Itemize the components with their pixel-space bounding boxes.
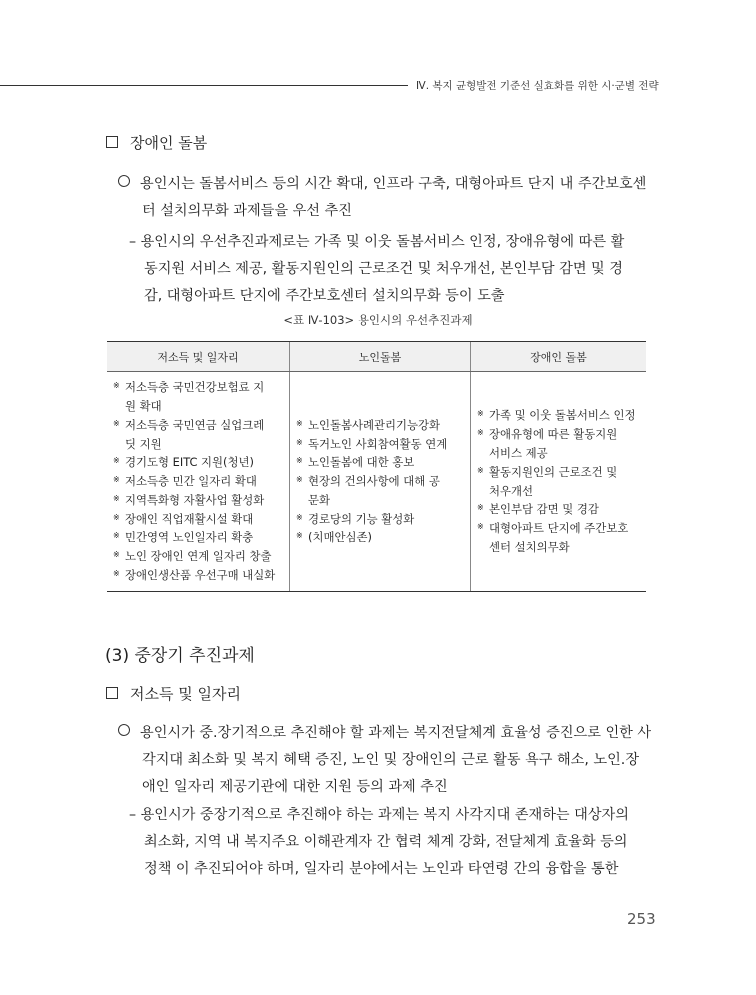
circle-bullet-icon — [118, 175, 130, 187]
table-cell-col2 — [290, 372, 471, 592]
circle-bullet-paragraph — [118, 720, 651, 801]
paragraph-text: 용인시가 중.장기적으로 추진해야 할 과제는 복지전달체계 효율성 증진으로 인한 사 — [140, 725, 652, 741]
table-list-item-text: ※ (치매안심존) — [308, 530, 372, 545]
table-cell-col3 — [471, 372, 647, 592]
table-list-item-text: ※ 노인 장애인 연계 일자리 창출 — [125, 549, 272, 564]
section-heading-disability-care — [106, 132, 207, 153]
priority-tasks-table — [107, 341, 646, 592]
paragraph-line: – 용인시의 우선추진과제로는 가족 및 이웃 돌봄서비스 인정, 장애유형에 따른 활 — [129, 234, 625, 250]
table-list-item — [296, 528, 464, 547]
table-list-item-text: ※ 경로당의 기능 활성화 — [308, 511, 415, 526]
table-list-item — [113, 491, 283, 510]
table-list-item-text: ※ 노인돌봄사례관리기능강화 — [308, 417, 441, 432]
table-list-item — [296, 472, 464, 510]
section-heading-low-income — [106, 683, 241, 704]
table-list-item-text: ※ 저소득층 국민건강보험료 지 — [125, 380, 265, 395]
table-list-item — [477, 425, 640, 463]
paragraph-line: 감, 대형아파트 단지에 주간보호센터 설치의무화 등이 도출 — [144, 288, 505, 304]
table-list-item-text: ※ 현장의 건의사항에 대해 공 — [308, 474, 440, 489]
table-list-item-text: ※ 가족 및 이웃 돌봄서비스 인정 — [489, 408, 636, 423]
table-list-item — [113, 566, 283, 585]
page-number: 253 — [627, 910, 656, 928]
paragraph-line: 애인 일자리 제공기관에 대한 지원 등의 과제 추진 — [142, 779, 448, 795]
paragraph-line: 동지원 서비스 제공, 활동지원인의 근로조건 및 처우개선, 본인부담 감면 및 경 — [144, 261, 623, 277]
table-list-item-text: 딧 지원 — [125, 436, 162, 451]
table-list-item-text: ※ 독거노인 사회참여활동 연계 — [308, 436, 448, 451]
table-list-item — [113, 547, 283, 566]
running-header: Ⅳ. 복지 균형발전 기준선 실효화를 위한 시·군별 전략 — [416, 80, 659, 92]
table-cell-col1 — [107, 372, 290, 592]
paragraph-line: – 용인시가 중장기적으로 추진해야 하는 과제는 복지 사각지대 존재하는 대상자의 — [129, 807, 629, 823]
table-list-item-text: 센터 설치의무화 — [489, 539, 570, 554]
table-caption: <표 Ⅳ-103> 용인시의 우선추진과제 — [283, 313, 473, 327]
table-list-item — [113, 510, 283, 529]
table-list-item — [113, 378, 283, 416]
paragraph-line: 각지대 최소화 및 복지 혜택 증진, 노인 및 장애인의 근로 활동 욕구 해소, 노인.장 — [142, 752, 640, 768]
table-list-item — [113, 416, 283, 454]
table-list-item-text: ※ 활동지원인의 근로조건 및 — [489, 464, 618, 479]
table-list-item — [296, 435, 464, 454]
table-list-item-text: ※ 저소득층 국민연금 실업크레 — [125, 417, 265, 432]
square-bullet-icon — [106, 687, 118, 699]
table-header-elderly-care: 노인돌봄 — [290, 342, 471, 372]
circle-bullet-paragraph — [118, 171, 646, 225]
table-list-item-text: 처우개선 — [489, 483, 534, 498]
table-list-item-text: ※ 노인돌봄에 대한 홍보 — [308, 455, 415, 470]
table-header-disability-care: 장애인 돌봄 — [471, 342, 647, 372]
table-list-item-text: ※ 장애인생산품 우선구매 내실화 — [125, 568, 276, 583]
table-list-item — [477, 406, 640, 425]
table-list-item — [477, 519, 640, 557]
table-list-item — [296, 416, 464, 435]
table-list-item-text: ※ 지역특화형 자활사업 활성화 — [125, 492, 265, 507]
paragraph-line: 최소화, 지역 내 복지주요 이해관계자 간 협력 체계 강화, 전달체계 효율화 등의 — [144, 834, 628, 850]
table-list-item-text: 문화 — [308, 492, 331, 507]
table-list-item-text: ※ 민간영역 노인일자리 확충 — [125, 530, 254, 545]
table-list-item-text: ※ 경기도형 EITC 지원(청년) — [125, 455, 254, 470]
table-list-item — [113, 528, 283, 547]
paragraph-text: 용인시는 돌봄서비스 등의 시간 확대, 인프라 구축, 대형아파트 단지 내 주간보호센 — [140, 176, 647, 192]
dash-paragraph — [129, 229, 624, 310]
paragraph-line: 터 설치의무화 과제들을 우선 추진 — [142, 203, 352, 219]
section-heading-text: 저소득 및 일자리 — [130, 685, 241, 703]
table-list-item-text: 서비스 제공 — [489, 445, 548, 460]
table-list-item — [113, 472, 283, 491]
dash-paragraph — [129, 802, 629, 883]
header-rule — [0, 85, 408, 86]
table-list-item-text: 원 확대 — [125, 398, 162, 413]
table-list-item — [113, 453, 283, 472]
section-heading-mid-long-term: (3) 중장기 추진과제 — [105, 646, 255, 666]
table-list-item — [296, 453, 464, 472]
table-list-item-text: ※ 대형아파트 단지에 주간보호 — [489, 521, 629, 536]
circle-bullet-icon — [118, 724, 130, 736]
table-list-item — [477, 500, 640, 519]
table-list-item — [477, 463, 640, 501]
paragraph-line: 정책 이 추진되어야 하며, 일자리 분야에서는 노인과 타연령 간의 융합을 통한 — [144, 861, 619, 877]
paragraph-line — [118, 171, 646, 198]
table-list-item-text: ※ 장애유형에 따른 활동지원 — [489, 427, 618, 442]
table-list-item-text: ※ 장애인 직업재활시설 확대 — [125, 511, 254, 526]
table-list-item — [296, 510, 464, 529]
paragraph-line — [118, 720, 651, 747]
table-header-low-income: 저소득 및 일자리 — [107, 342, 290, 372]
section-heading-text: 장애인 돌봄 — [130, 134, 208, 152]
table-list-item-text: ※ 본인부담 감면 및 경감 — [489, 502, 599, 517]
table-list-item-text: ※ 저소득층 민간 일자리 확대 — [125, 474, 257, 489]
square-bullet-icon — [106, 136, 118, 148]
